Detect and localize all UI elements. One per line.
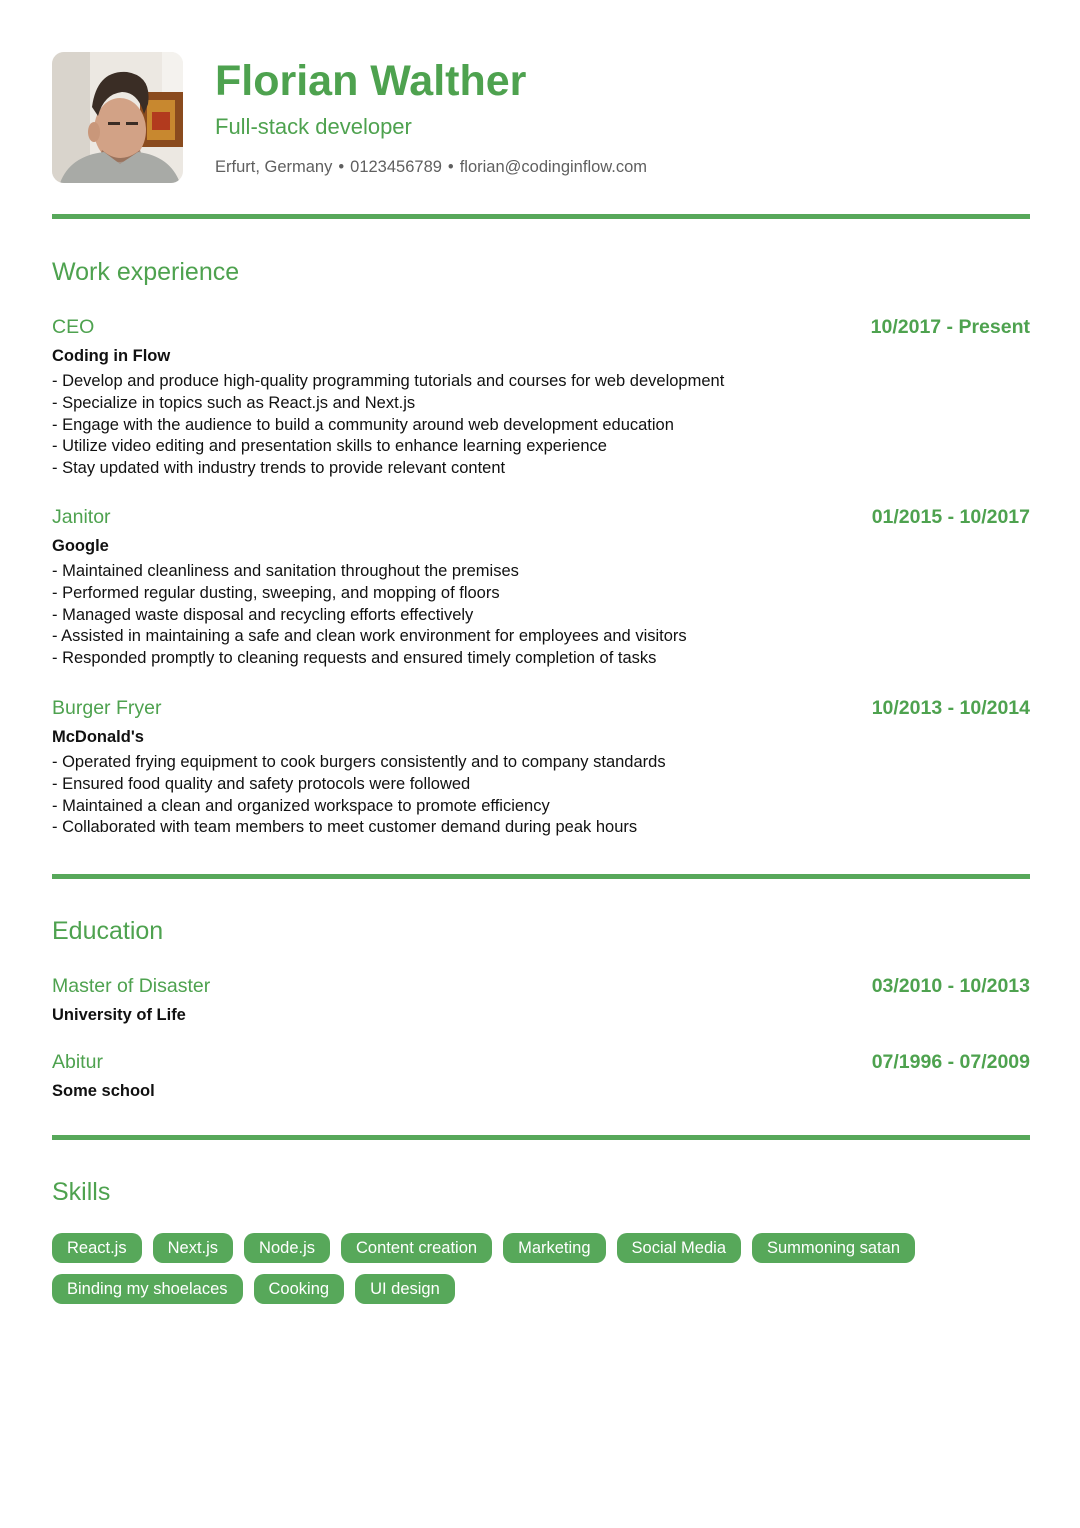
entry-degree: Master of Disaster — [52, 975, 211, 997]
bullet-item: - Collaborated with team members to meet customer demand during peak hours — [52, 818, 638, 837]
bullet-item: - Stay updated with industry trends to provide relevant content — [52, 459, 506, 478]
resume-header — [52, 52, 1030, 184]
contact-location: Erfurt, Germany — [215, 158, 333, 176]
entry-header — [52, 315, 1030, 339]
entry-dates: 03/2010 - 10/2013 — [871, 975, 1030, 997]
entry-dates: 07/1996 - 07/2009 — [871, 1051, 1030, 1073]
skill-chip: Cooking — [254, 1274, 345, 1304]
candidate-job-title: Full-stack developer — [215, 114, 412, 139]
entry-header — [52, 696, 1030, 720]
bullet-item: - Managed waste disposal and recycling efforts effectively — [52, 605, 474, 624]
contact-separator: • — [338, 158, 345, 176]
contact-email: florian@codinginflow.com — [459, 158, 648, 176]
entry-header — [52, 974, 1030, 998]
entry-school: Some school — [52, 1082, 155, 1100]
entry-position: Janitor — [52, 506, 111, 528]
entry-position: Burger Fryer — [52, 697, 162, 719]
entry-company: McDonald's — [52, 728, 144, 746]
section-title-work: Work experience — [52, 258, 240, 286]
entry-dates: 01/2015 - 10/2017 — [871, 506, 1030, 528]
section-divider — [52, 874, 1030, 879]
work-entry — [52, 696, 1030, 839]
bullet-item: - Performed regular dusting, sweeping, and mopping of floors — [52, 583, 500, 602]
bullet-item: - Specialize in topics such as React.js and Next.js — [52, 393, 416, 412]
bullet-item: - Maintained cleanliness and sanitation throughout the premises — [52, 562, 519, 580]
entry-position: CEO — [52, 316, 95, 338]
contact-line — [215, 156, 647, 178]
skill-chip: Next.js — [153, 1233, 233, 1263]
entry-bullets — [52, 371, 1030, 480]
section-title-skills: Skills — [52, 1178, 111, 1206]
education-entry — [52, 974, 1030, 1026]
bullet-item: - Develop and produce high-quality programming tutorials and courses for web development — [52, 372, 725, 390]
skill-chip: Binding my shoelaces — [52, 1274, 243, 1304]
work-entry — [52, 315, 1030, 480]
entry-dates: 10/2013 - 10/2014 — [871, 697, 1030, 719]
skill-chip: Summoning satan — [752, 1233, 915, 1263]
skill-chip: Social Media — [617, 1233, 741, 1263]
bullet-item: - Operated frying equipment to cook burgers consistently and to company standards — [52, 753, 666, 771]
skill-chip: UI design — [355, 1274, 455, 1304]
entry-bullets — [52, 752, 1030, 839]
entry-dates: 10/2017 - Present — [870, 316, 1030, 338]
entry-header — [52, 505, 1030, 529]
education-entry — [52, 1050, 1030, 1102]
entry-company: Google — [52, 537, 109, 555]
bullet-item: - Engage with the audience to build a community around web development education — [52, 415, 674, 434]
skill-chip: Node.js — [244, 1233, 330, 1263]
section-title-education: Education — [52, 917, 164, 945]
section-divider — [52, 1135, 1030, 1140]
work-entry — [52, 505, 1030, 670]
bullet-item: - Ensured food quality and safety protocols were followed — [52, 774, 471, 793]
skill-chip: Content creation — [341, 1233, 492, 1263]
bullet-item: - Assisted in maintaining a safe and clean work environment for employees and visitors — [52, 627, 687, 646]
entry-header — [52, 1050, 1030, 1074]
section-divider — [52, 214, 1030, 219]
contact-separator: • — [447, 158, 454, 176]
skill-chip: Marketing — [503, 1233, 605, 1263]
resume-content — [52, 52, 1030, 1298]
entry-school: University of Life — [52, 1006, 186, 1024]
entry-bullets — [52, 561, 1030, 670]
entry-company: Coding in Flow — [52, 347, 171, 365]
bullet-item: - Responded promptly to cleaning requests and ensured timely completion of tasks — [52, 649, 657, 668]
bullet-item: - Utilize video editing and presentation skills to enhance learning experience — [52, 437, 607, 456]
entry-degree: Abitur — [52, 1051, 103, 1073]
profile-photo — [52, 52, 183, 183]
candidate-name: Florian Walther — [215, 57, 527, 105]
bullet-item: - Maintained a clean and organized workspace to promote efficiency — [52, 796, 550, 815]
contact-phone: 0123456789 — [350, 158, 442, 176]
skill-chip: React.js — [52, 1233, 142, 1263]
skills-list — [52, 1233, 1030, 1304]
